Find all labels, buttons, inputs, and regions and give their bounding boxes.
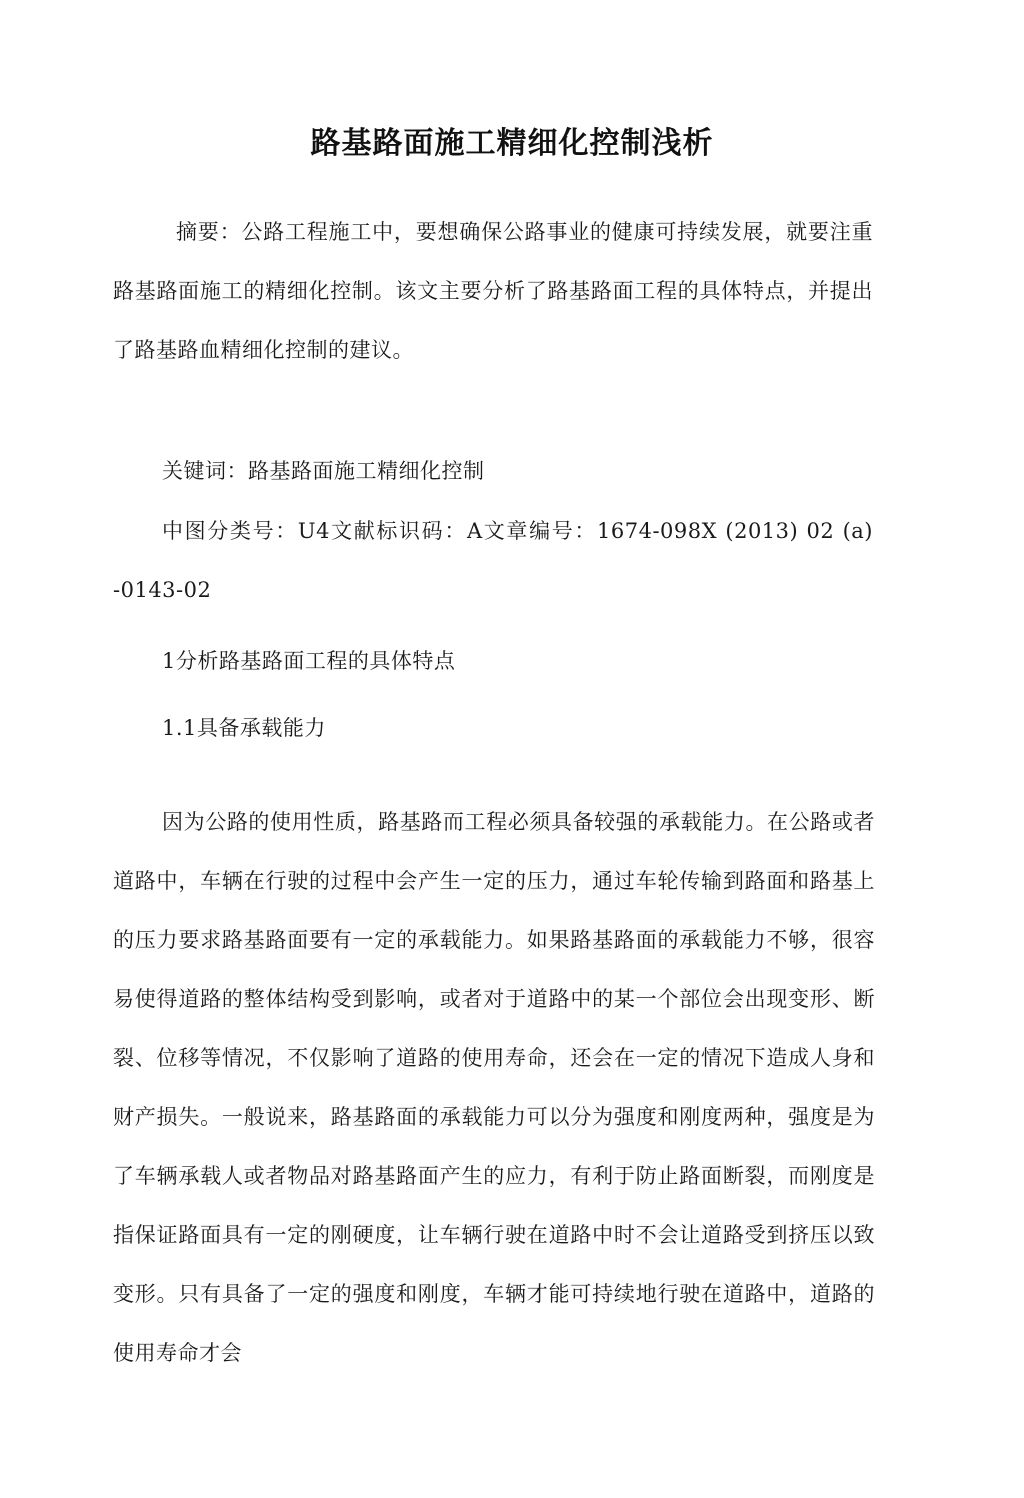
body-paragraph: 因为公路的使用性质，路基路而工程必须具备较强的承载能力。在公路或者道路中，车辆在行驶的过程中会产生一定的压力，通过车轮传输到路面和路基上的压力要求路基路面要有一定的承载能力。如果路基路面的承载能力不够，很容易使得道路的整体结构受到影响，或者对于道路中的某一个部位会出现变形、断裂、位移等情况，不仅影响了道路的使用寿命，还会在一定的情况下造成人身和财产损失。一般说来，路基路面的承载能力可以分为强度和刚度两种，强度是为了车辆承载人或者物品对路基路面产生的应力，有利于防止路面断裂，而刚度是指保证路面具有一定的刚硬度，让车辆行驶在道路中时不会让道路受到挤压以致变形。只有具备了一定的强度和刚度，车辆才能可持续地行驶在道路中，道路的使用寿命才会 <box>113 810 875 1365</box>
abstract-paragraph: 摘要：公路工程施工中，要想确保公路事业的健康可持续发展，就要注重路基路面施工的精细化控制。该文主要分析了路基路面工程的具体特点，并提出了路基路血精细化控制的建议。 <box>113 220 873 362</box>
subsection-heading: 1.1具备承载能力 <box>162 716 326 740</box>
keywords-line: 关键词：路基路面施工精细化控制 <box>162 459 485 483</box>
document-title: 路基路面施工精细化控制浅析 <box>310 126 714 162</box>
section-heading: 1分析路基路面工程的具体特点 <box>162 649 456 673</box>
classification-line: 中图分类号：U4文献标识码：A文章编号：1674-098X (2013) 02 (a) -0143-02 <box>113 519 873 602</box>
